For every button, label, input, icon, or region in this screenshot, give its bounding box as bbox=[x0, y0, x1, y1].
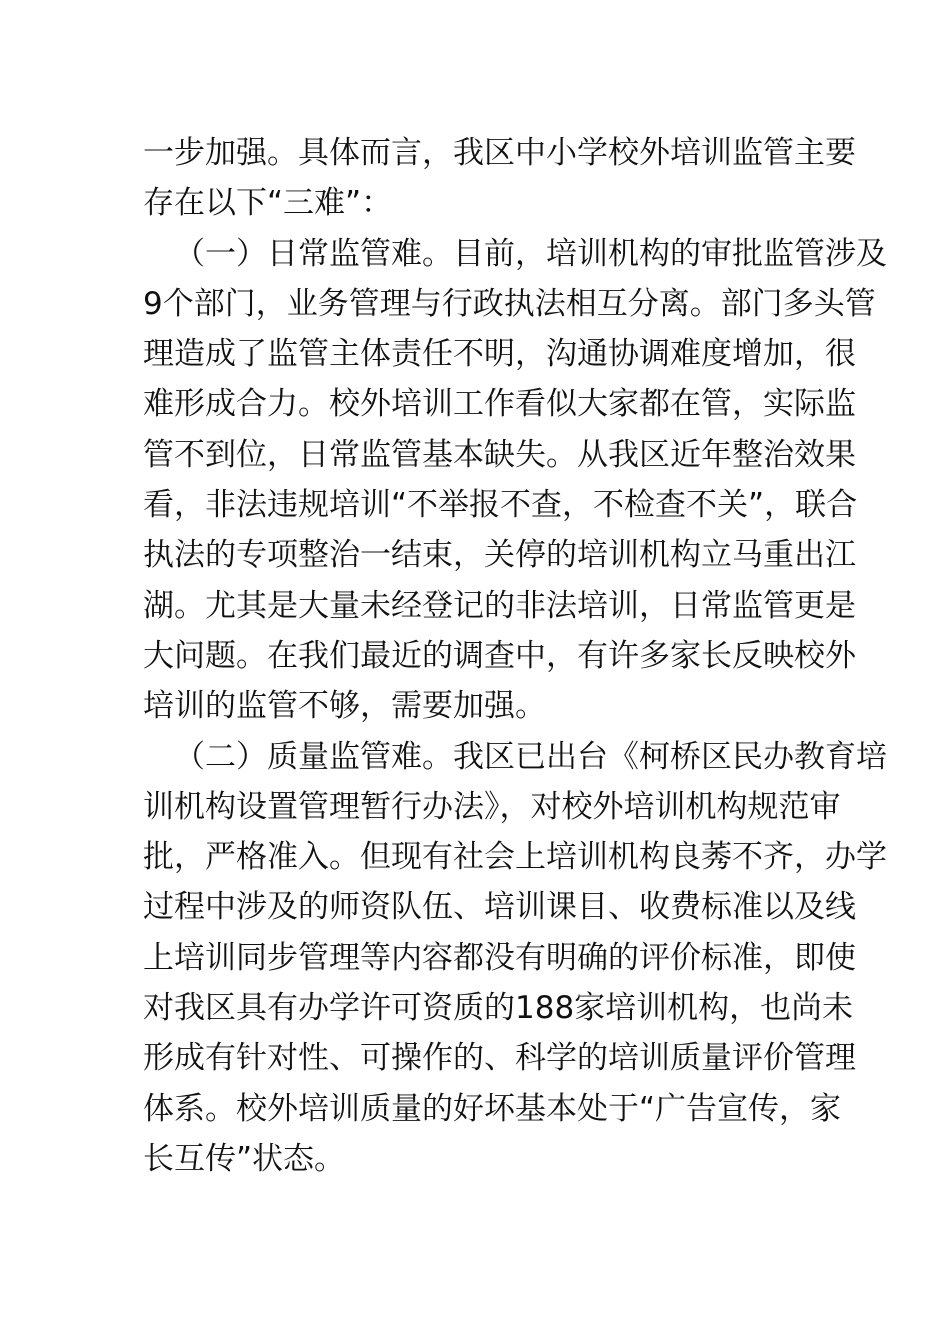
text-line: 培训的监管不够，需要加强。 bbox=[143, 688, 546, 725]
text-line: 大问题。在我们最近的调查中，有许多家长反映校外 bbox=[143, 637, 856, 674]
text-line: 长互传”状态。 bbox=[143, 1140, 346, 1177]
text-line: 湖。尤其是大量未经登记的非法培训，日常监管更是 bbox=[143, 587, 856, 624]
text-line: 对我区具有办学许可资质的188家培训机构，也尚未 bbox=[143, 990, 854, 1027]
text-line: 执法的专项整治一结束，关停的培训机构立马重出江 bbox=[143, 537, 856, 574]
text-line: 上培训同步管理等内容都没有明确的评价标准，即使 bbox=[143, 939, 856, 976]
text-line: 过程中涉及的师资队伍、培训课目、收费标准以及线 bbox=[143, 889, 856, 926]
text-line: 存在以下“三难”： bbox=[143, 185, 393, 222]
text-line: 训机构设置管理暂行办法》，对校外培训机构规范审 bbox=[143, 788, 841, 825]
text-line: 管不到位，日常监管基本缺失。从我区近年整治效果 bbox=[143, 436, 856, 473]
text-line: 形成有针对性、可操作的、科学的培训质量评价管理 bbox=[143, 1040, 856, 1077]
document-body bbox=[143, 128, 887, 1184]
text-line: 看，非法违规培训“不举报不查，不检查不关”，联合 bbox=[143, 487, 858, 524]
text-line: 一步加强。具体而言，我区中小学校外培训监管主要 bbox=[143, 135, 856, 171]
paragraph-heading-line: （二）质量监管难。我区已出台《柯桥区民办教育培 bbox=[174, 738, 887, 775]
text-line: 批，严格准入。但现有社会上培训机构良莠不齐，办学 bbox=[143, 839, 887, 876]
paragraph-heading-line: （一）日常监管难。目前，培训机构的审批监管涉及 bbox=[174, 235, 887, 272]
text-line: 理造成了监管主体责任不明，沟通协调难度增加，很 bbox=[143, 336, 856, 373]
text-line: 9个部门，业务管理与行政执法相互分离。部门多头管 bbox=[143, 285, 876, 322]
text-line: 难形成合力。校外培训工作看似大家都在管，实际监 bbox=[143, 386, 856, 423]
text-line: 体系。校外培训质量的好坏基本处于“广告宣传，家 bbox=[143, 1090, 842, 1127]
